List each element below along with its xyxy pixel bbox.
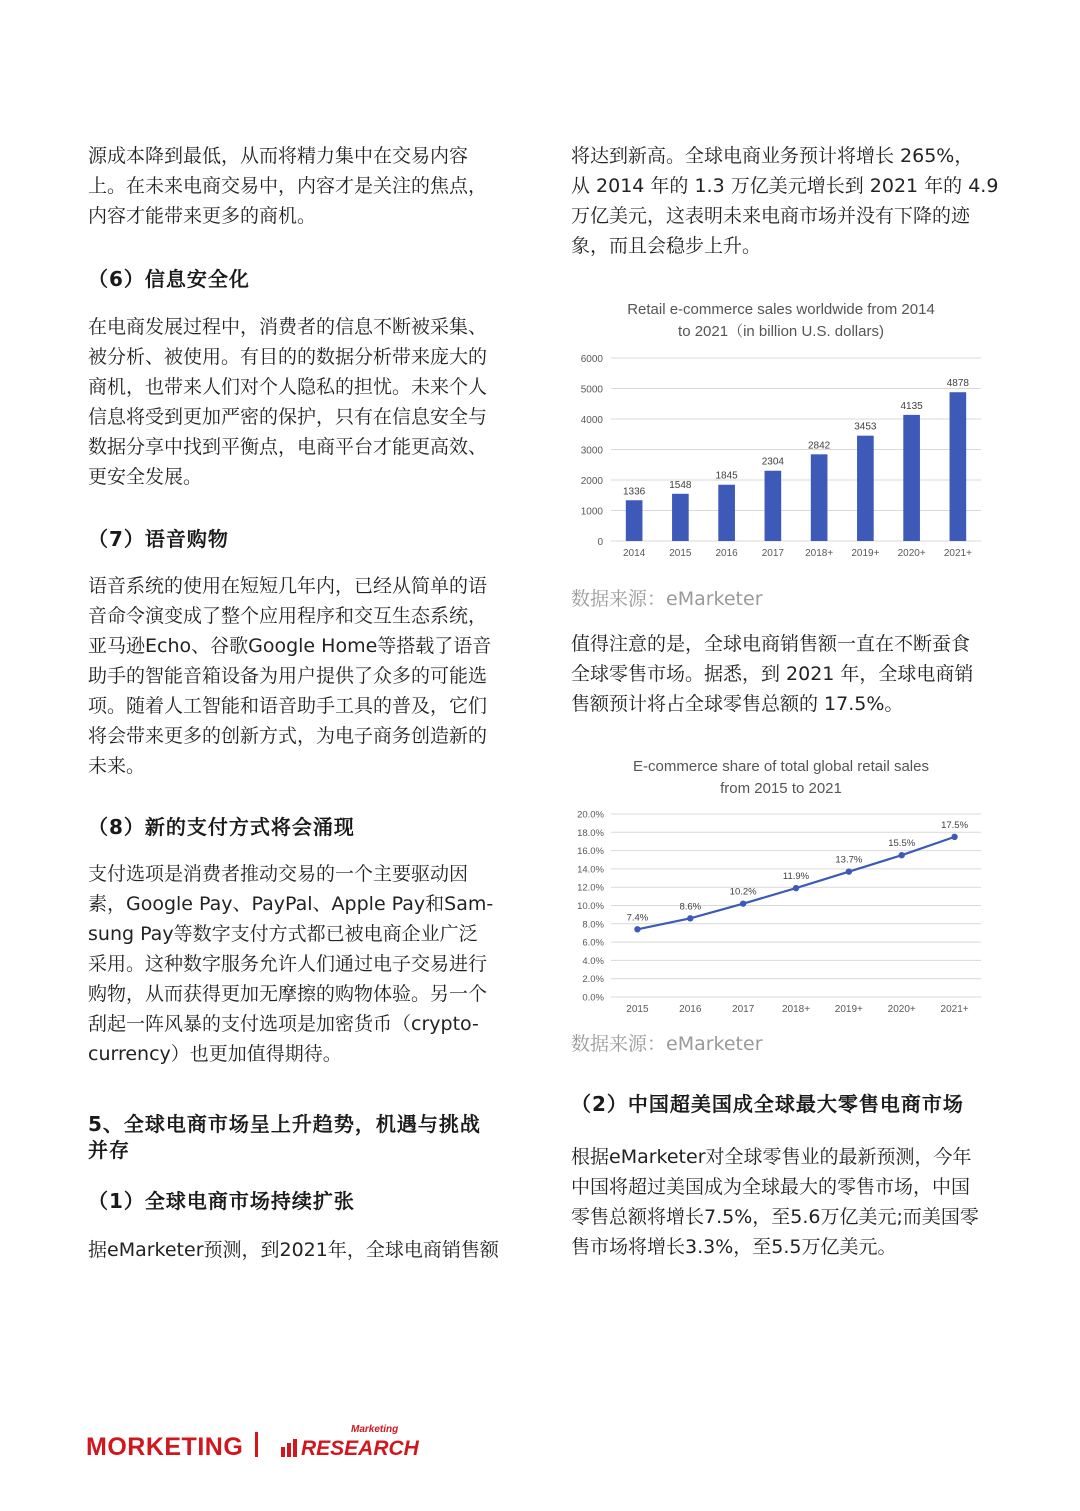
y-tick-label: 2000 (580, 476, 603, 487)
x-tick-label: 2021+ (940, 1004, 969, 1015)
heading-section-5: 5、全球电商市场呈上升趋势，机遇与挑战 并存 (88, 1112, 481, 1162)
data-label: 10.2% (729, 886, 757, 898)
x-tick-label: 2020+ (887, 1004, 916, 1015)
paragraph-payment-methods: 支付选项是消费者推动交易的一个主要驱动因 素，Google Pay、PayPal、Apple Pay和Sam- sung Pay等数字支付方式都已被电商企业广泛 采用。这种数字服务允许人们通过电子交易进行 购物，从而获得更加无摩擦的购物体验。另一个 刮起一阵风暴的支付选项是加密货币（crypto- currency）也更加值得期待。 (88, 863, 494, 1065)
paragraph-retail-share: 值得注意的是，全球电商销售额一直在不断蚕食 全球零售市场。据悉，到 2021 年，全球电商销 售额预计将占全球零售总额的 17.5%。 (571, 633, 974, 715)
bar (765, 471, 782, 541)
x-tick-label: 2021+ (943, 548, 972, 559)
heading-information-security: （6）信息安全化 (88, 267, 250, 291)
data-label: 1845 (715, 470, 738, 482)
data-source-1: 数据来源：eMarketer (571, 588, 763, 610)
data-label: 3453 (854, 421, 877, 433)
data-label: 2842 (808, 440, 831, 452)
bar-chart-ecommerce-sales (571, 345, 991, 565)
data-source-2: 数据来源：eMarketer (571, 1033, 763, 1055)
data-label: 2304 (761, 456, 784, 468)
line-chart-ecommerce-share (571, 804, 991, 1019)
chart1-title: Retail e-commerce sales worldwide from 2014 to 2021（in billion U.S. dollars) (627, 301, 935, 340)
heading-global-expansion: （1）全球电商市场持续扩张 (88, 1189, 355, 1213)
data-label: 17.5% (941, 819, 969, 831)
y-tick-label: 8.0% (582, 919, 604, 931)
bar (626, 500, 643, 541)
x-tick-label: 2015 (626, 1004, 649, 1015)
x-tick-label: 2017 (732, 1004, 755, 1015)
research-logo-bars-icon (281, 1439, 299, 1463)
data-label: 1336 (623, 486, 646, 498)
bar (857, 436, 874, 541)
data-point (793, 885, 799, 891)
x-tick-label: 2018+ (781, 1004, 811, 1015)
heading-voice-shopping: （7）语音购物 (88, 527, 229, 551)
data-label: 1548 (669, 479, 692, 491)
morketing-logo: MORKETING (86, 1433, 244, 1461)
x-tick-label: 2016 (715, 548, 738, 559)
right-continued-paragraph: 将达到新高。全球电商业务预计将增长 265%， 从 2014 年的 1.3 万亿美元增长到 2021 年的 4.9 万亿美元，这表明未来电商市场并没有下降的迹 象，而且会稳步上升。 (571, 145, 999, 257)
bar (672, 494, 689, 541)
heading-payment-methods: （8）新的支付方式将会涌现 (88, 815, 355, 839)
y-tick-label: 4.0% (582, 955, 604, 967)
data-label: 8.6% (679, 901, 702, 913)
y-tick-label: 0 (597, 537, 603, 548)
y-tick-label: 5000 (580, 384, 603, 396)
data-point (899, 852, 905, 858)
y-tick-label: 12.0% (577, 882, 604, 894)
left-continued-paragraph: 源成本降到最低，从而将精力集中在交易内容 上。在未来电商交易中，内容才是关注的焦点， 内容才能带来更多的商机。 (88, 145, 488, 227)
y-tick-label: 10.0% (577, 901, 604, 912)
y-tick-label: 2.0% (582, 974, 604, 986)
data-point (740, 900, 746, 906)
chart2-title: E-commerce share of total global retail sales from 2015 to 2021 (633, 758, 929, 797)
bar (718, 485, 735, 541)
data-point (951, 834, 957, 840)
y-tick-label: 1000 (580, 506, 603, 518)
x-tick-label: 2017 (761, 548, 784, 559)
paragraph-global-expansion: 据eMarketer预测，到2021年，全球电商销售额 (88, 1239, 499, 1261)
bar (903, 415, 920, 541)
x-tick-label: 2019+ (834, 1004, 863, 1015)
y-tick-label: 6000 (580, 354, 603, 365)
y-tick-label: 0.0% (582, 992, 604, 1004)
y-tick-label: 16.0% (577, 846, 604, 858)
research-logo-small-text: Marketing (351, 1424, 399, 1435)
paragraph-voice-shopping: 语音系统的使用在短短几年内，已经从简单的语 音命令演变成了整个应用程序和交互生态系统， 亚马逊Echo、谷歌Google Home等搭载了语音 助手的智能音箱设备为用户提供了众多的可能选 项。随着人工智能和语音助手工具的普及，它们 将会带来更多的创新方式，为电子商务创造新的 未来。 (88, 575, 492, 777)
logo-divider (255, 1432, 258, 1457)
x-tick-label: 2016 (679, 1004, 702, 1015)
y-tick-label: 4000 (580, 415, 603, 426)
data-point (846, 868, 852, 874)
x-tick-label: 2020+ (897, 548, 926, 559)
x-tick-label: 2014 (623, 548, 646, 559)
y-tick-label: 20.0% (577, 809, 604, 821)
x-tick-label: 2015 (669, 548, 692, 559)
y-tick-label: 3000 (580, 445, 603, 457)
data-label: 11.9% (782, 871, 810, 883)
y-tick-label: 14.0% (577, 864, 604, 876)
data-label: 7.4% (626, 912, 649, 924)
heading-china-largest-market: （2）中国超美国成全球最大零售电商市场 (571, 1092, 964, 1116)
y-tick-label: 18.0% (577, 827, 604, 839)
data-point (634, 926, 640, 932)
x-tick-label: 2018+ (805, 548, 834, 559)
paragraph-information-security: 在电商发展过程中，消费者的信息不断被采集、 被分析、被使用。有目的的数据分析带来庞大的 商机，也带来人们对个人隐私的担忧。未来个人 信息将受到更加严密的保护，只有在信息安全与 数据分享中找到平衡点，电商平台才能更高效、 更安全发展。 (88, 316, 488, 488)
bar (950, 392, 967, 541)
x-tick-label: 2019+ (851, 548, 880, 559)
data-label: 15.5% (888, 838, 916, 850)
research-logo (281, 1437, 419, 1463)
data-label: 4878 (946, 378, 969, 390)
paragraph-china-largest-market: 根据eMarketer对全球零售业的最新预测，今年 中国将超过美国成为全球最大的零售市场，中国 零售总额将增长7.5%，至5.6万亿美元;而美国零 售市场将增长3.3%，至5.5万亿美元。 (571, 1146, 979, 1258)
y-tick-label: 6.0% (582, 937, 604, 949)
bar (811, 454, 828, 541)
data-label: 13.7% (835, 854, 863, 866)
data-point (687, 915, 693, 921)
data-label: 4135 (900, 400, 923, 412)
research-logo-text: RESEARCH (301, 1437, 419, 1460)
